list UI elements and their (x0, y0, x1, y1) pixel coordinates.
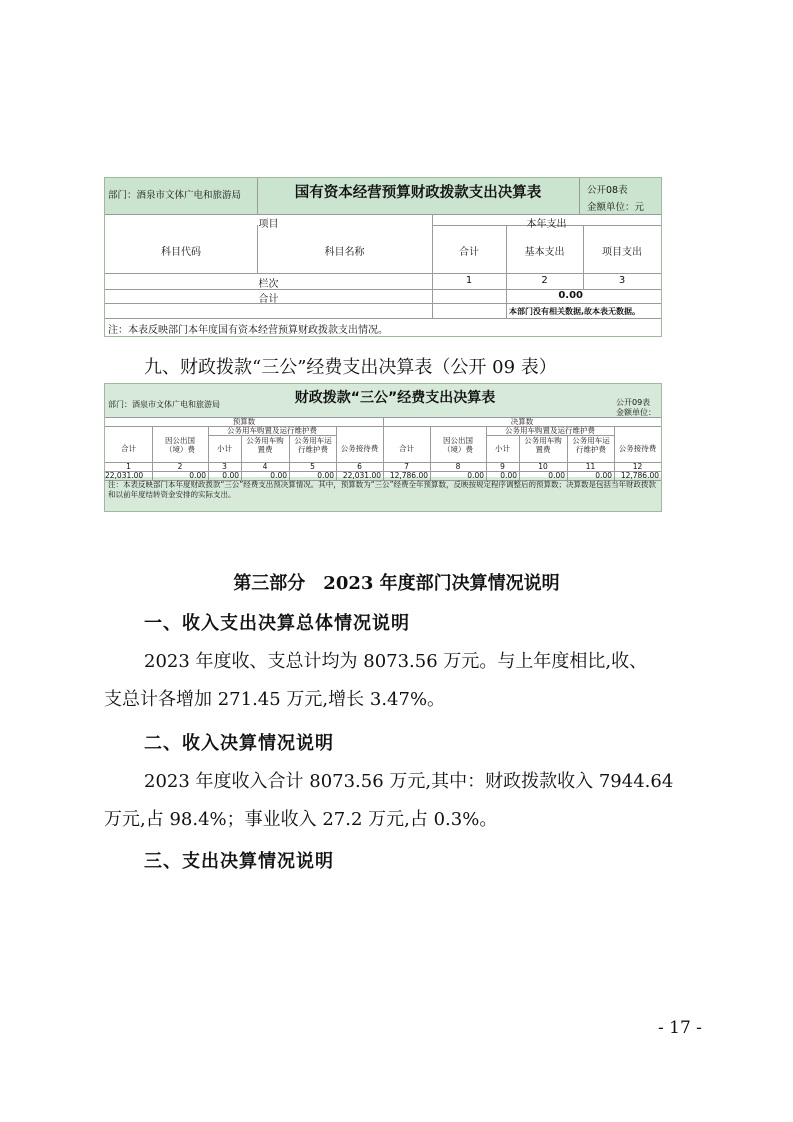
index-2: 2 (541, 275, 548, 286)
state-capital-expenditure-table (104, 177, 662, 337)
budget-col-operate: 公务用车运行维护费 (294, 436, 332, 454)
final-col-total: 合计 (399, 444, 414, 453)
col-index: 11 (585, 462, 596, 471)
budget-col-subtotal: 小计 (217, 444, 232, 453)
final-col-reception: 公务接待费 (618, 444, 657, 453)
three-public-expenses-table (104, 383, 662, 512)
col-index: 10 (538, 462, 548, 471)
table-grid (105, 417, 661, 480)
table-title: 财政拨款“三公”经费支出决算表 (294, 390, 496, 406)
section-heading-9: 九、财政拨款“三公”经费支出决算表（公开 09 表） (144, 357, 557, 378)
col-index: 7 (404, 462, 409, 471)
col-index: 2 (177, 462, 183, 471)
value-cell: 0.00 (548, 471, 565, 480)
col-index: 9 (500, 462, 505, 471)
value-cell: 0.00 (189, 471, 206, 480)
value-cell: 12,786.00 (620, 471, 659, 480)
value-cell: 0.00 (595, 471, 612, 480)
col-project: 项目支出 (602, 247, 642, 258)
section-2-title: 二、收入决算情况说明 (144, 733, 334, 754)
value-cell: 0.00 (317, 471, 334, 480)
table-title: 国有资本经营预算财政拨款支出决算表 (294, 185, 542, 201)
budget-col-total: 合计 (121, 444, 136, 453)
value-cell: 12,786.00 (389, 471, 428, 480)
department-label: 部门：酒泉市文体广电和旅游局 (108, 400, 220, 409)
form-number: 公开08表 (587, 185, 628, 196)
header-budget: 预算数 (232, 417, 256, 426)
page-number: - 17 - (658, 1018, 702, 1038)
section-1-title: 一、收入支出决算总体情况说明 (144, 613, 410, 634)
col-total: 合计 (459, 247, 479, 258)
table-note: 注：本表反映部门本年度财政拨款“三公”经费支出预决算情况。其中，预算数为“三公”经费全年预算数，反映按规定程序调整后的预算数；决算数是包括当年财政拨款和以前年度结转资金安排的实际支出。 (108, 480, 657, 499)
index-1: 1 (465, 275, 473, 286)
value-cell: 22,031.00 (105, 471, 144, 480)
col-index: 4 (262, 462, 268, 471)
section-3-title: 三、支出决算情况说明 (144, 851, 334, 872)
section-1-paragraph (104, 643, 704, 719)
value-cell: 0.00 (222, 471, 239, 480)
total-value: 0.00 (558, 290, 583, 301)
col-index: 8 (455, 462, 461, 471)
row-total-label: 合计 (258, 294, 279, 305)
col-index: 6 (357, 462, 362, 471)
part-three-title: 第三部分 2023 年度部门决算情况说明 (233, 573, 560, 594)
form-number: 公开09表 (616, 398, 651, 407)
final-col-abroad: 因公出国（境）费 (443, 436, 473, 454)
col-index: 12 (632, 462, 643, 471)
final-col-subtotal: 小计 (495, 444, 510, 453)
paragraph-line: 2023 年度收入合计 8073.56 万元,其中：财政拨款收入 7944.64 (144, 771, 674, 792)
paragraph-line: 万元,占 98.4%；事业收入 27.2 万元,占 0.3%。 (104, 809, 498, 830)
final-vehicle-group: 公务用车购置及运行维护费 (505, 426, 595, 435)
budget-col-purchase: 公务用车购置费 (246, 436, 284, 454)
index-3: 3 (618, 275, 626, 286)
col-index: 5 (310, 462, 315, 471)
value-cell: 0.00 (467, 471, 484, 480)
section-2-paragraph (104, 763, 704, 839)
budget-col-abroad: 因公出国（境）费 (165, 436, 195, 454)
department-label: 部门：酒泉市文体广电和旅游局 (108, 190, 242, 201)
value-cell: 0.00 (270, 471, 287, 480)
col-index: 3 (222, 462, 227, 471)
value-cell: 0.00 (500, 471, 517, 480)
amount-unit: 金额单位： (616, 408, 656, 417)
no-data-note: 本部门没有相关数据,故本表无数据。 (509, 307, 641, 316)
budget-col-reception: 公务接待费 (340, 444, 379, 453)
paragraph-line: 支总计各增加 271.45 万元,增长 3.47%。 (104, 689, 446, 710)
col-subject-name: 科目名称 (324, 247, 365, 258)
amount-unit: 金额单位：元 (587, 202, 645, 213)
row-column-index: 栏次 (258, 279, 279, 290)
header-final: 决算数 (510, 417, 534, 426)
paragraph-line: 2023 年度收、支总计均为 8073.56 万元。与上年度相比,收、 (144, 651, 648, 672)
header-item: 项目 (258, 219, 279, 230)
col-index: 1 (126, 462, 131, 471)
final-col-purchase: 公务用车购置费 (524, 436, 562, 454)
value-cell: 22,031.00 (342, 471, 381, 480)
col-subject-code: 科目代码 (161, 247, 201, 258)
budget-vehicle-group: 公务用车购置及运行维护费 (227, 426, 317, 435)
final-col-operate: 公务用车运行维护费 (572, 436, 610, 454)
table-note: 注：本表反映部门本年度国有资本经营预算财政拨款支出情况。 (108, 325, 388, 336)
col-basic: 基本支出 (524, 247, 565, 258)
header-current-year: 本年支出 (526, 219, 567, 230)
